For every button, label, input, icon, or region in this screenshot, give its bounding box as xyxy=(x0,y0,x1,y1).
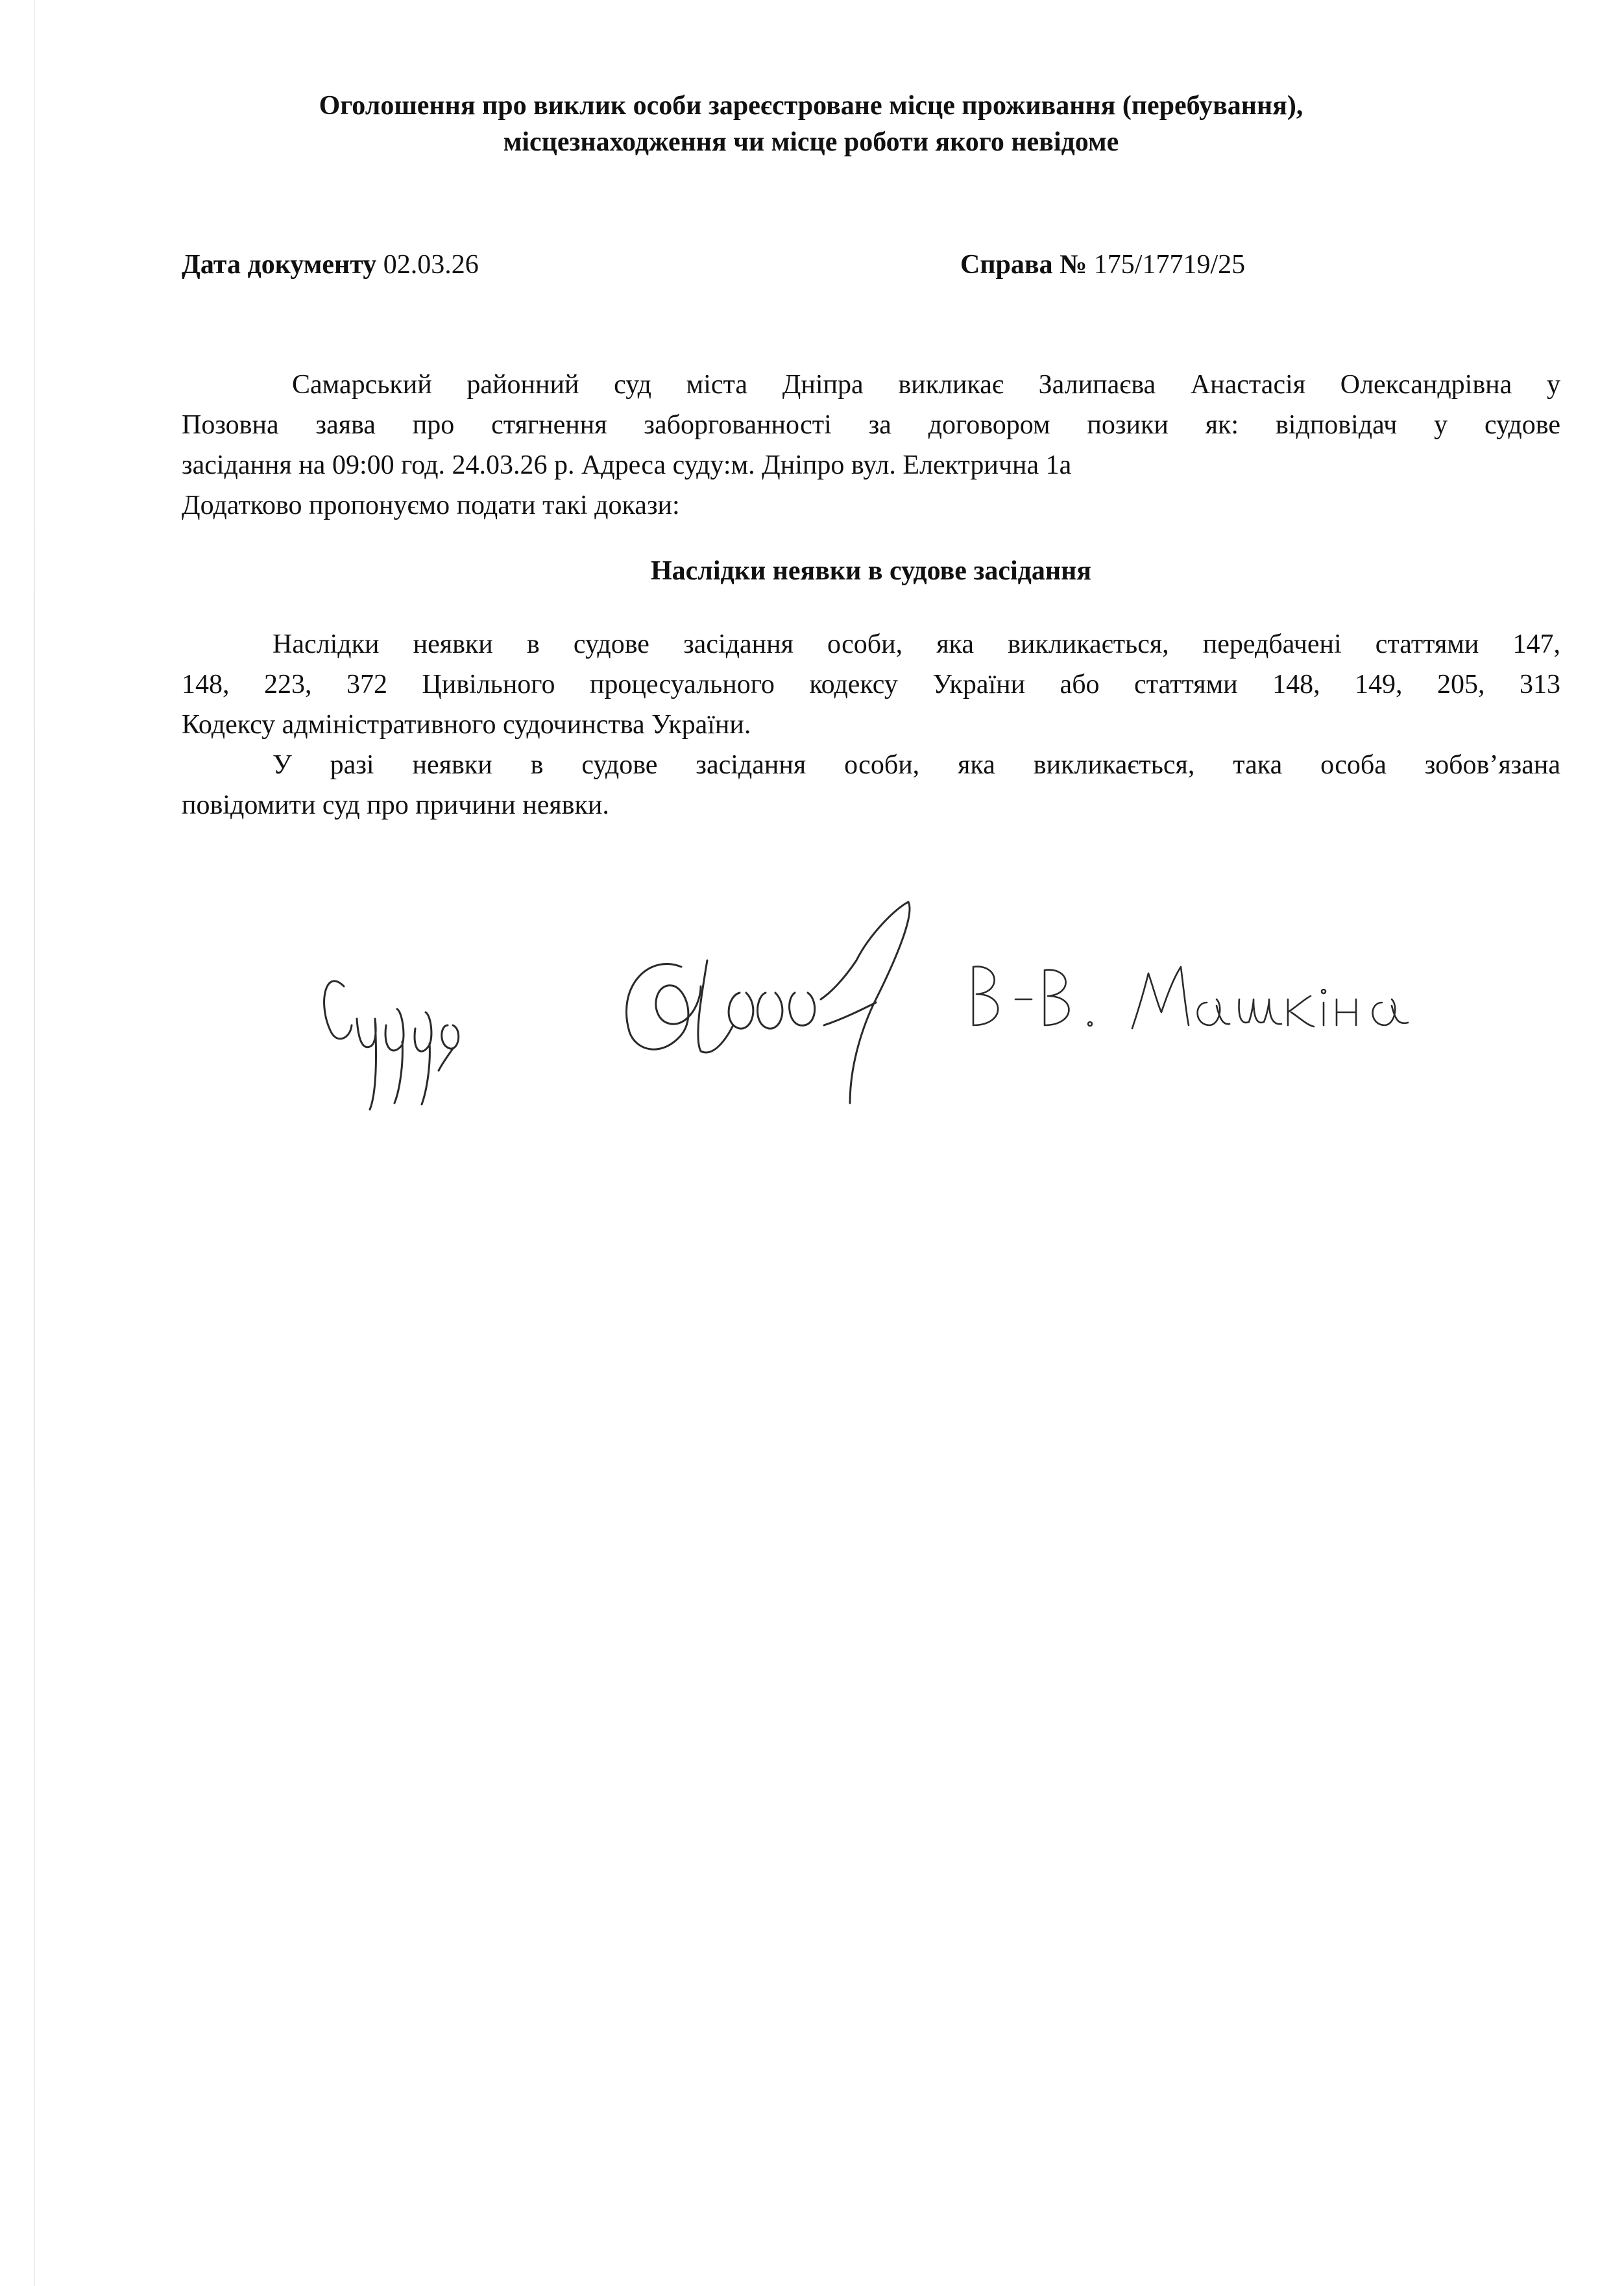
consequences-p2-line-1: У разі неявки в судове засідання особи, яка викликається, така особа зобов’язана xyxy=(273,750,1560,780)
consequences-p1-line-2: 148, 223, 372 Цивільного процесуального кодексу України або статтями 148, 149, 205, 313 xyxy=(182,670,1560,699)
consequences-paragraph-1 xyxy=(182,624,1560,745)
case-number xyxy=(960,247,1245,283)
date-value: 02.03.26 xyxy=(383,250,479,280)
handwritten-judge-name xyxy=(973,967,1408,1028)
signature-block xyxy=(311,895,1479,1129)
summons-line-3: засідання на 09:00 год. 24.03.26 р. Адреса суду:м. Дніпро вул. Електрична 1а xyxy=(182,450,1072,480)
title-line-2: місцезнаходження чи місце роботи якого невідоме xyxy=(503,127,1119,157)
document-title xyxy=(182,88,1440,160)
summons-line-1: Самарський районний суд міста Дніпра викликає Залипаєва Анастасія Олександрівна у xyxy=(292,370,1560,400)
date-label: Дата документу xyxy=(182,250,377,280)
document-date xyxy=(182,247,479,283)
consequences-p1-line-3: Кодексу адміністративного судочинства України. xyxy=(182,710,751,740)
consequences-heading: Наслідки неявки в судове засідання xyxy=(650,556,1092,586)
scan-edge-line xyxy=(34,0,35,2286)
handwritten-role-judge xyxy=(324,981,459,1110)
handwritten-signature xyxy=(311,895,1479,1129)
summons-paragraph xyxy=(182,365,1560,526)
case-value: 175/17719/25 xyxy=(1093,250,1246,280)
title-line-1: Оголошення про виклик особи зареєстроване місце проживання (перебування), xyxy=(319,91,1303,121)
consequences-p2-line-2: повідомити суд про причини неявки. xyxy=(182,790,609,820)
summons-line-4: Додатково пропонуємо подати такі докази: xyxy=(182,491,680,520)
handwritten-signature-mark xyxy=(626,902,909,1103)
case-label: Справа № xyxy=(960,250,1087,280)
consequences-p1-line-1: Наслідки неявки в судове засідання особи, яка викликається, передбачені статтями 147, xyxy=(273,629,1560,659)
summons-line-2: Позовна заява про стягнення заборгованності за договором позики як: відповідач у судове xyxy=(182,410,1560,440)
consequences-paragraph-2 xyxy=(182,745,1560,825)
